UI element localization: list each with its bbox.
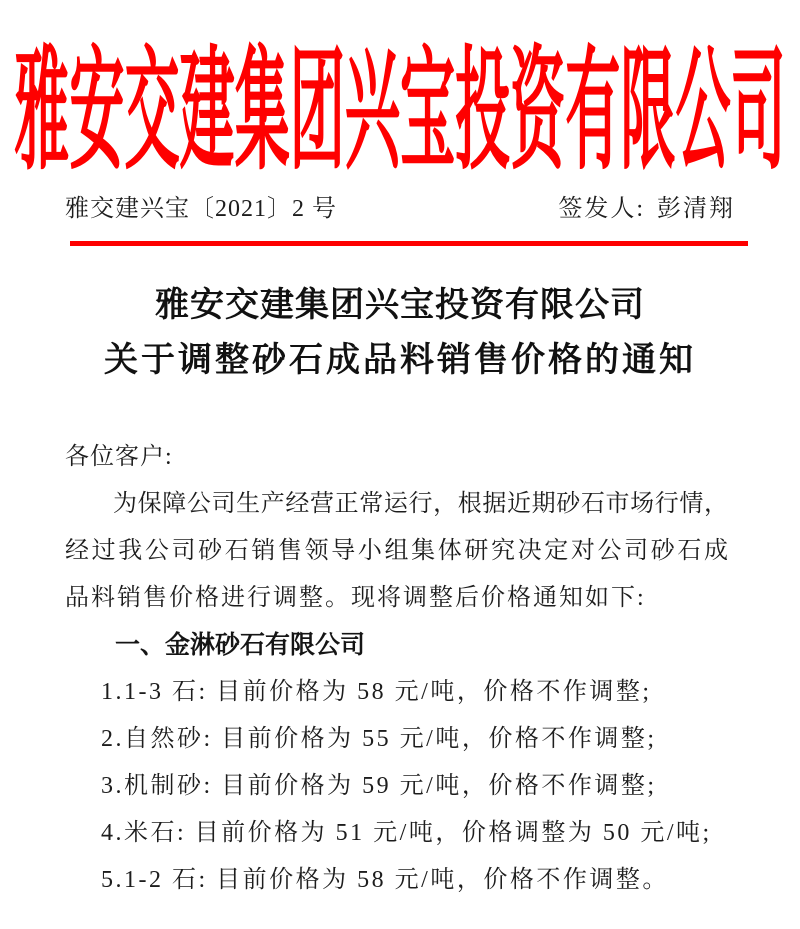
letterhead-banner <box>0 0 800 185</box>
document-meta-row <box>65 193 735 225</box>
document-title-line2: 关于调整砂石成品料销售价格的通知 <box>104 342 696 379</box>
issuer-label: 签发人: <box>558 196 645 222</box>
price-item-natural-sand: 2.自然砂: 目前价格为 55 元/吨，价格不作调整; <box>101 726 657 752</box>
document-title <box>0 278 800 388</box>
price-item-rice-stone: 4.米石: 目前价格为 51 元/吨，价格调整为 50 元/吨; <box>101 820 712 846</box>
issuer-name: 彭清翔 <box>657 196 735 222</box>
document-body <box>65 434 728 904</box>
document-number: 雅交建兴宝〔2021〕2 号 <box>65 196 337 222</box>
section-heading-jinlin-company: 一、金淋砂石有限公司 <box>115 631 366 659</box>
price-item-1-2-stone: 5.1-2 石: 目前价格为 58 元/吨，价格不作调整。 <box>101 867 669 893</box>
price-item-machine-sand: 3.机制砂: 目前价格为 59 元/吨，价格不作调整; <box>101 773 657 799</box>
paragraph-line-3: 品料销售价格进行调整。现将调整后价格通知如下: <box>65 585 646 611</box>
company-banner-title: 雅安交建集团兴宝投资有限公司 <box>14 36 786 186</box>
document-title-line1: 雅安交建集团兴宝投资有限公司 <box>155 287 645 324</box>
red-divider-line <box>70 241 748 246</box>
salutation: 各位客户: <box>65 444 173 470</box>
paragraph-line-2: 经过我公司砂石销售领导小组集体研究决定对公司砂石成 <box>65 538 728 564</box>
issuer <box>558 193 735 225</box>
paragraph-line-1: 为保障公司生产经营正常运行，根据近期砂石市场行情， <box>113 491 728 517</box>
price-item-1-3-stone: 1.1-3 石: 目前价格为 58 元/吨，价格不作调整; <box>101 679 652 705</box>
